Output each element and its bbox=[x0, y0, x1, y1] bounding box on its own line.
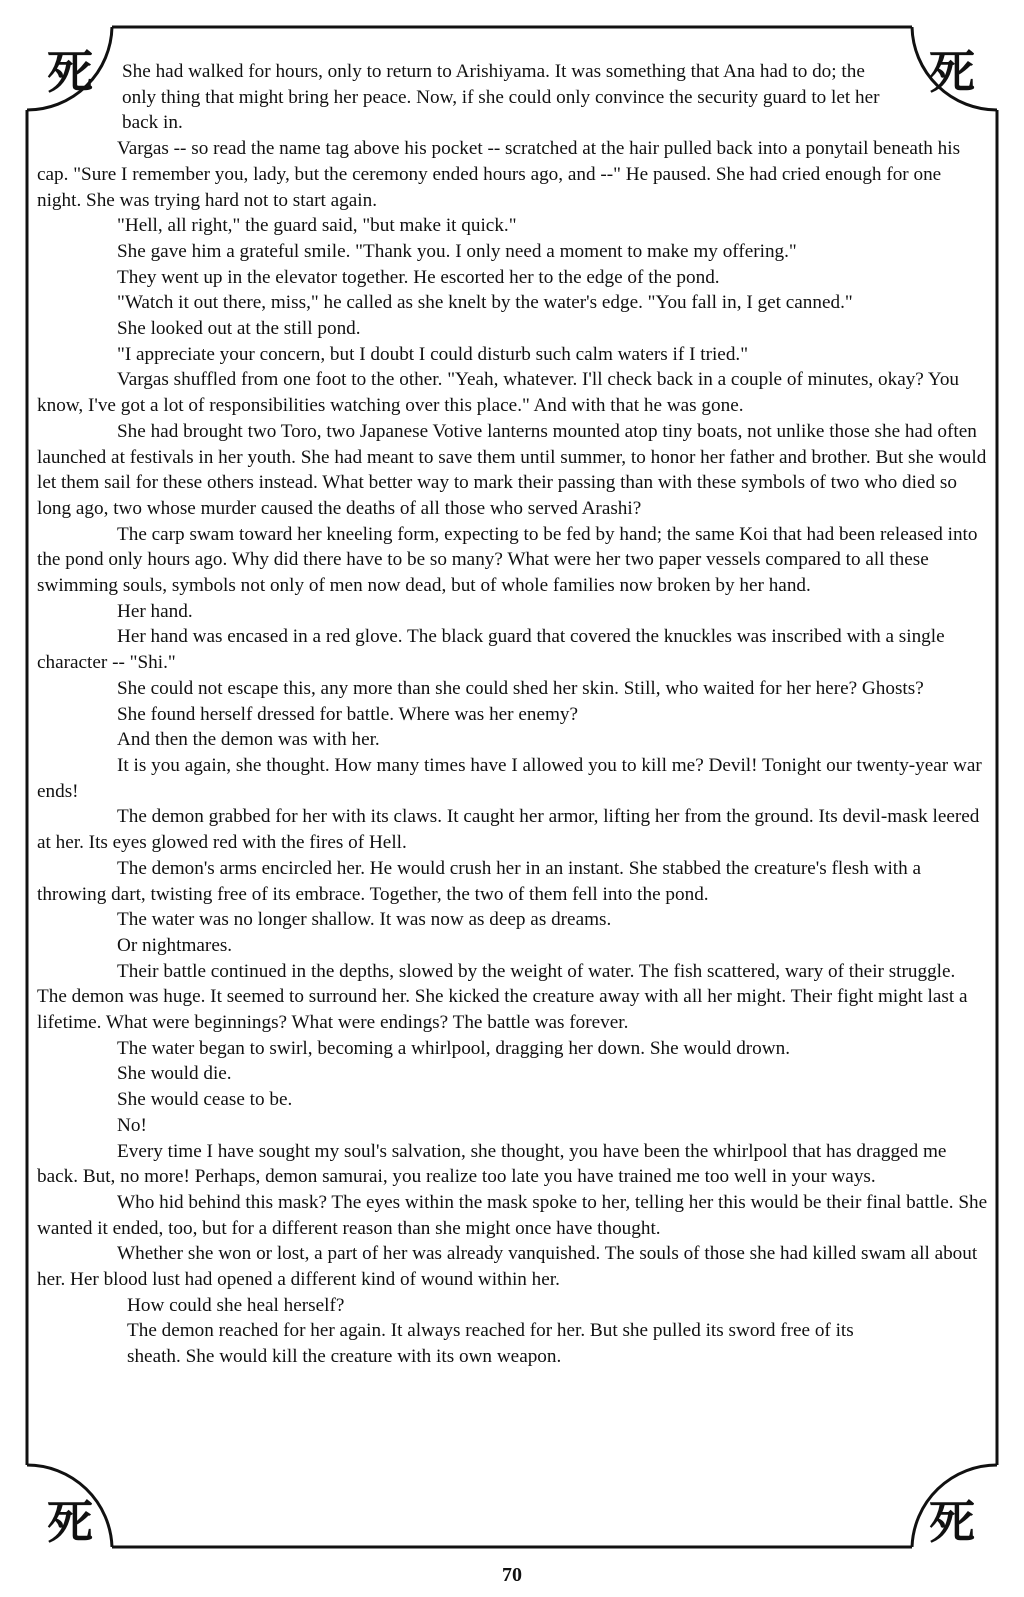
paragraph: She had walked for hours, only to return to Arishiyama. It was something that Ana had to do; the only thing that might bring her peace. Now, if she could only convince the security guard to let her back in. bbox=[122, 61, 880, 134]
paragraph: They went up in the elevator together. He escorted her to the edge of the pond. bbox=[117, 266, 720, 288]
paragraph: Her hand. bbox=[117, 600, 193, 622]
corner-kanji-top-left: 死 bbox=[47, 45, 93, 99]
paragraph: And then the demon was with her. bbox=[117, 729, 380, 751]
paragraph: Her hand was encased in a red glove. The black guard that covered the knuckles was inscribed with a single character -- "Shi." bbox=[37, 626, 945, 674]
paragraph: The demon reached for her again. It always reached for her. But she pulled its sword free of its sheath. She would kill the creature with its own weapon. bbox=[127, 1320, 854, 1368]
paragraph: The carp swam toward her kneeling form, expecting to be fed by hand; the same Koi that had been released into the pond only hours ago. Why did there have to be so many? What were her two paper vessels compared to all these swimming souls, symbols not only of men now dead, but of whole families now broken by her hand. bbox=[37, 523, 978, 597]
story-text bbox=[37, 59, 989, 1370]
paragraph: Or nightmares. bbox=[117, 934, 233, 956]
page-number: 70 bbox=[502, 1564, 522, 1586]
paragraph: The demon grabbed for her with its claws. It caught her armor, lifting her from the ground. Its devil-mask leered at her. Its eyes glowed red with the fires of Hell. bbox=[37, 806, 980, 854]
paragraph: She looked out at the still pond. bbox=[117, 318, 361, 340]
paragraph: It is you again, she thought. How many times have I allowed you to kill me? Devil! Tonight our twenty-year war ends! bbox=[37, 754, 982, 802]
paragraph: She could not escape this, any more than she could shed her skin. Still, who waited for her here? Ghosts? bbox=[117, 677, 924, 699]
paragraph: "I appreciate your concern, but I doubt I could disturb such calm waters if I tried." bbox=[117, 343, 749, 365]
paragraph: No! bbox=[117, 1114, 147, 1136]
paragraph: The demon's arms encircled her. He would crush her in an instant. She stabbed the creature's flesh with a throwing dart, twisting free of its embrace. Together, the two of them fell into the pond. bbox=[37, 857, 922, 905]
paragraph: "Watch it out there, miss," he called as she knelt by the water's edge. "You fall in, I get canned." bbox=[117, 292, 853, 314]
paragraph: Every time I have sought my soul's salvation, she thought, you have been the whirlpool that has dragged me back. But, no more! Perhaps, demon samurai, you realize too late you have trained me too well in your ways. bbox=[37, 1140, 947, 1188]
paragraph: She would cease to be. bbox=[117, 1089, 293, 1111]
paragraph: Vargas -- so read the name tag above his pocket -- scratched at the hair pulled back into a ponytail beneath his cap. "Sure I remember you, lady, but the ceremony ended hours ago, and --" He paused. She had cried enough for one night. She was trying hard not to start again. bbox=[37, 138, 961, 211]
paragraph: Whether she won or lost, a part of her was already vanquished. The souls of those she had killed swam all about her. Her blood lust had opened a different kind of wound within her. bbox=[37, 1243, 978, 1291]
paragraph: She had brought two Toro, two Japanese Votive lanterns mounted atop tiny boats, not unlike those she had often launched at festivals in her youth. She had meant to save them until summer, to honor her father and brother. But she would let them sail for these others instead. What better way to mark their passing than with these symbols of two who died so long ago, two whose murder caused the deaths of all those who served Arashi? bbox=[37, 420, 987, 519]
corner-kanji-top-right: 死 bbox=[929, 45, 975, 99]
paragraph: Their battle continued in the depths, slowed by the weight of water. The fish scattered, wary of their struggle. The demon was huge. It seemed to surround her. She kicked the creature away with all her might. Their fight might last a lifetime. What were beginnings? What were endings? The battle was forever. bbox=[37, 960, 968, 1034]
corner-kanji-bottom-left: 死 bbox=[47, 1495, 93, 1549]
paragraph: The water began to swirl, becoming a whirlpool, dragging her down. She would drown. bbox=[117, 1037, 791, 1059]
paragraph: She gave him a grateful smile. "Thank you. I only need a moment to make my offering." bbox=[117, 240, 797, 262]
paragraph: She would die. bbox=[117, 1063, 232, 1085]
paragraph: Who hid behind this mask? The eyes within the mask spoke to her, telling her this would be their final battle. She wanted it ended, too, but for a different reason than she might once have thought. bbox=[37, 1191, 988, 1239]
corner-kanji-bottom-right: 死 bbox=[929, 1495, 975, 1549]
paragraph: How could she heal herself? bbox=[127, 1294, 345, 1316]
paragraph: Vargas shuffled from one foot to the other. "Yeah, whatever. I'll check back in a couple of minutes, okay? You know, I've got a lot of responsibilities watching over this place." And with that he was gone. bbox=[37, 369, 960, 417]
paragraph: The water was no longer shallow. It was now as deep as dreams. bbox=[117, 909, 612, 931]
paragraph: She found herself dressed for battle. Where was her enemy? bbox=[117, 703, 579, 725]
paragraph: "Hell, all right," the guard said, "but make it quick." bbox=[117, 215, 517, 237]
